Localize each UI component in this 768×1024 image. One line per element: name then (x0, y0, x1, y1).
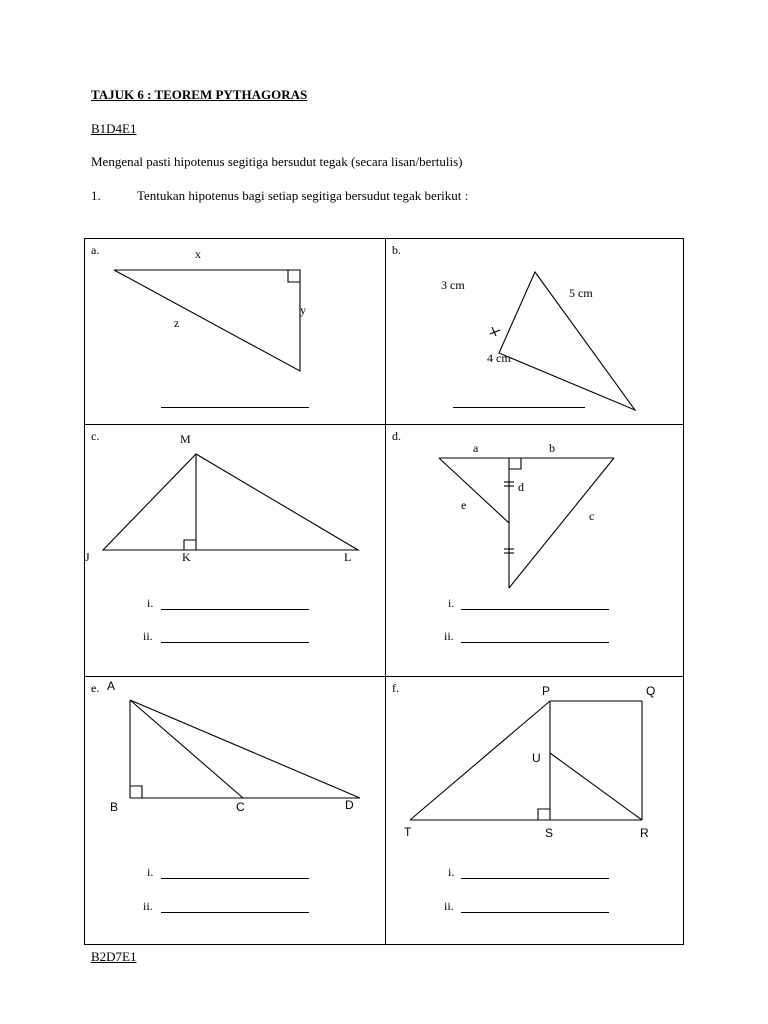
answer-blank[interactable] (461, 878, 609, 879)
triangle-e (130, 700, 360, 798)
answer-label-i: i. (448, 596, 455, 610)
objective-text: Mengenal pasti hipotenus segitiga bersudut tegak (secara lisan/bertulis) (91, 154, 463, 169)
side-label-e: e (461, 498, 467, 512)
answer-label-ii: ii. (444, 899, 454, 913)
answer-label-ii: ii. (143, 899, 153, 913)
vertex-label-S: S (545, 826, 554, 840)
vertex-label-P: P (542, 684, 551, 698)
vertex-label-L: L (344, 550, 352, 564)
triangle-c (103, 454, 358, 550)
answer-blank[interactable] (161, 878, 309, 879)
side-label-b: b (549, 441, 555, 455)
vertex-label-J: J (85, 550, 90, 564)
answer-blank[interactable] (453, 407, 585, 408)
footer-section-code: B2D7E1 (91, 949, 137, 964)
question-text: Tentukan hipotenus bagi setiap segitiga bersudut tegak berikut : (137, 188, 469, 203)
answer-blank[interactable] (461, 609, 609, 610)
vertex-label-R: R (640, 826, 649, 840)
cell-e-label: e. (91, 681, 100, 695)
answer-blank[interactable] (161, 407, 309, 408)
side-label-d: d (518, 480, 524, 494)
answer-blank[interactable] (461, 912, 609, 913)
triangle-a (114, 270, 300, 371)
question-number: 1. (91, 188, 101, 203)
vertex-label-M: M (180, 432, 191, 446)
side-label-3cm: 3 cm (441, 278, 465, 292)
vertex-label-B: B (110, 800, 119, 814)
answer-label-ii: ii. (444, 629, 454, 643)
cell-c-label: c. (91, 429, 100, 443)
cell-f-label: f. (392, 681, 399, 695)
vertex-label-K: K (182, 550, 191, 564)
cell-d-label: d. (392, 429, 401, 443)
side-label-y: y (300, 303, 306, 317)
triangle-d (439, 458, 614, 588)
vertex-label-Q: Q (646, 684, 656, 698)
answer-label-i: i. (448, 865, 455, 879)
answer-label-i: i. (147, 596, 154, 610)
answer-blank[interactable] (161, 912, 309, 913)
triangle-b (490, 272, 635, 410)
vertex-label-A: A (107, 679, 116, 693)
page-title: TAJUK 6 : TEOREM PYTHAGORAS (91, 87, 308, 102)
cell-b-label: b. (392, 243, 401, 257)
vertex-label-U: U (532, 751, 541, 765)
side-label-a: a (473, 441, 479, 455)
answer-blank[interactable] (161, 609, 309, 610)
vertex-label-C: C (236, 800, 245, 814)
section-code: B1D4E1 (91, 121, 137, 136)
side-label-c: c (589, 509, 595, 523)
side-label-z: z (174, 316, 180, 330)
answer-label-i: i. (147, 865, 154, 879)
cell-a-label: a. (91, 243, 100, 257)
side-label-4cm: 4 cm (487, 351, 511, 365)
answer-blank[interactable] (161, 642, 309, 643)
vertex-label-D: D (345, 798, 354, 812)
answer-label-ii: ii. (143, 629, 153, 643)
side-label-5cm: 5 cm (569, 286, 593, 300)
answer-blank[interactable] (461, 642, 609, 643)
vertex-label-T: T (404, 825, 412, 839)
side-label-x: x (195, 247, 201, 261)
triangle-f (410, 701, 642, 820)
